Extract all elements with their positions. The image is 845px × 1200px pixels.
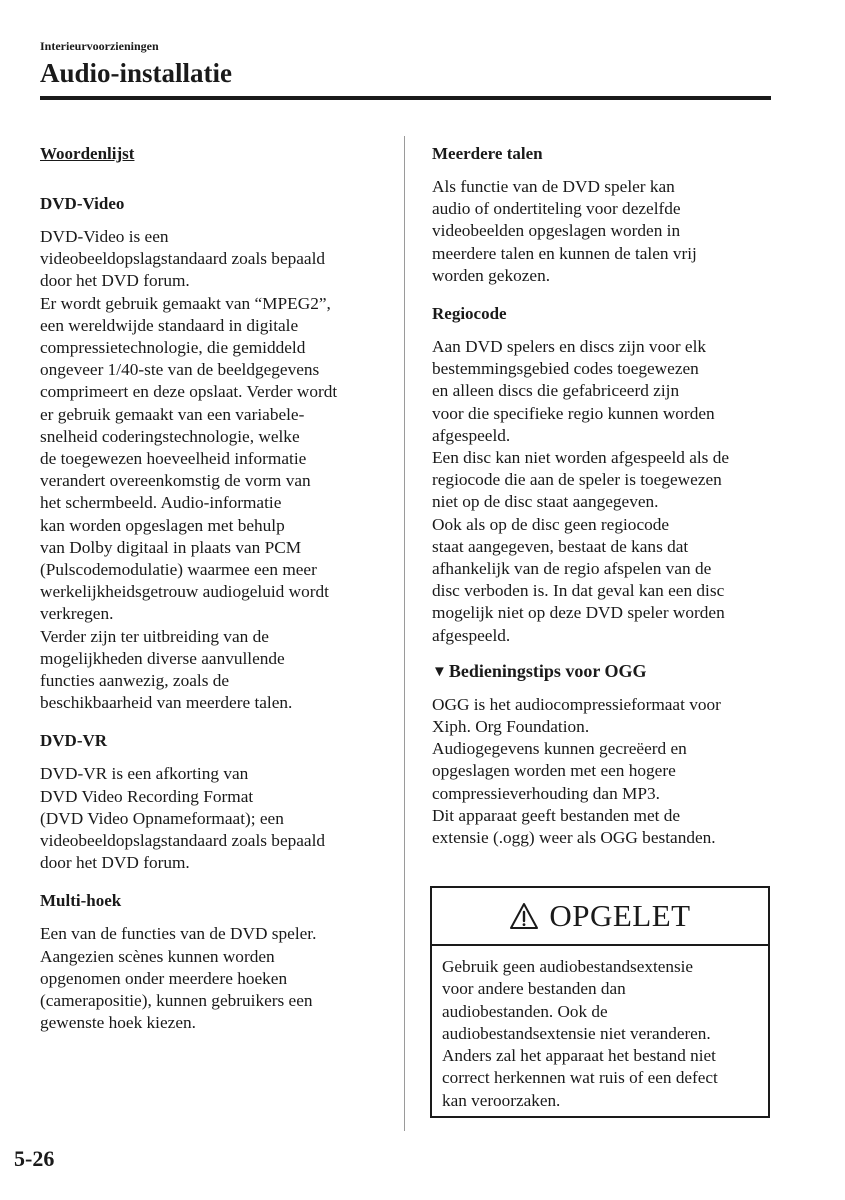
text-line: snelheid coderingstechnologie, welke — [40, 426, 300, 446]
text-line: voor die specifieke regio kunnen worden — [432, 403, 715, 423]
text-line: extensie (.ogg) weer als OGG bestanden. — [432, 828, 716, 848]
text-line: Een van de functies van de DVD speler. — [40, 924, 317, 944]
page-number: 5-26 — [14, 1146, 55, 1171]
heading-regiocode: Regiocode — [432, 304, 507, 324]
text-line: videobeeldopslagstandaard zoals bepaald — [40, 249, 326, 269]
text-line: Audiogegevens kunnen gecreëerd en — [432, 739, 687, 759]
text-line: correct herkennen wat ruis of een defect — [442, 1068, 718, 1088]
text-line: een wereldwijde standaard in digitale — [40, 315, 299, 335]
section-label: Interieurvoorzieningen — [40, 39, 159, 53]
text-line: videobeelden opgeslagen worden in — [432, 221, 681, 241]
text-line: kan veroorzaken. — [442, 1090, 561, 1110]
column-divider — [404, 136, 405, 1131]
text-dvd-vr — [40, 763, 385, 874]
caution-header — [432, 888, 768, 946]
text-line: afhankelijk van de regio afspelen van de — [432, 559, 712, 579]
text-line: verandert overeenkomstig de vorm van — [40, 471, 311, 491]
text-line: en alleen discs die gefabriceerd zijn — [432, 381, 680, 401]
heading-multi-hoek: Multi-hoek — [40, 891, 122, 911]
text-meerdere-talen — [432, 176, 772, 287]
text-line: videobeeldopslagstandaard zoals bepaald — [40, 831, 326, 851]
text-line: beschikbaarheid van meerdere talen. — [40, 693, 293, 713]
heading-dvd-vr: DVD-VR — [40, 731, 108, 751]
text-line: door het DVD forum. — [40, 853, 190, 873]
title-rule — [40, 96, 771, 100]
text-line: verkregen. — [40, 604, 114, 624]
triangle-down-icon: ▼ — [432, 663, 447, 680]
text-line: Verder zijn ter uitbreiding van de — [40, 626, 269, 646]
text-line: regiocode die aan de speler is toegewezen — [432, 470, 722, 490]
text-line: afgespeeld. — [432, 625, 511, 645]
text-line: audio of ondertiteling voor dezelfde — [432, 199, 681, 219]
glossary-title: Woordenlijst — [40, 144, 135, 163]
text-line: mogelijk niet op deze DVD speler worden — [432, 603, 725, 623]
text-line: Xiph. Org Foundation. — [432, 717, 590, 737]
text-line: opgenomen onder meerdere hoeken — [40, 968, 288, 988]
heading-ogg — [432, 659, 772, 685]
text-line: Aangezien scènes kunnen worden — [40, 946, 275, 966]
text-line: Aan DVD spelers en discs zijn voor elk — [432, 337, 707, 357]
text-line: Dit apparaat geeft bestanden met de — [432, 805, 681, 825]
text-line: (Pulscodemodulatie) waarmee een meer — [40, 560, 317, 580]
text-line: staat aangegeven, bestaat de kans dat — [432, 536, 689, 556]
text-line: het schermbeeld. Audio-informatie — [40, 493, 282, 513]
page-title: Audio-installatie — [40, 58, 233, 88]
text-line: functies aanwezig, zoals de — [40, 671, 230, 691]
text-line: Ook als op de disc geen regiocode — [432, 514, 670, 534]
text-regiocode — [432, 336, 772, 647]
heading-ogg-label: Bedieningstips voor OGG — [448, 660, 647, 681]
text-line: (camerapositie), kunnen gebruikers een — [40, 991, 313, 1011]
text-line: afgespeeld. — [432, 425, 511, 445]
caution-text — [442, 956, 762, 1112]
right-column — [432, 140, 772, 849]
text-line: niet op de disc staat aangegeven. — [432, 492, 659, 512]
caution-title: OPGELET — [549, 898, 691, 933]
text-line: DVD Video Recording Format — [40, 786, 254, 806]
text-line: compressietechnologie, die gemiddeld — [40, 338, 306, 358]
text-ogg — [432, 694, 772, 849]
text-line: bestemmingsgebied codes toegewezen — [432, 359, 699, 379]
text-line: Als functie van de DVD speler kan — [432, 177, 675, 196]
left-column — [40, 140, 385, 1035]
text-line: opgeslagen worden met een hogere — [432, 761, 676, 781]
text-line: disc verboden is. In dat geval kan een disc — [432, 581, 725, 601]
heading-meerdere-talen: Meerdere talen — [432, 144, 543, 163]
text-line: worden gekozen. — [432, 265, 551, 285]
text-line: gewenste hoek kiezen. — [40, 1013, 196, 1033]
text-line: mogelijkheden diverse aanvullende — [40, 648, 285, 668]
text-line: van Dolby digitaal in plaats van PCM — [40, 537, 302, 557]
text-line: meerdere talen en kunnen de talen vrij — [432, 243, 697, 263]
text-line: door het DVD forum. — [40, 271, 190, 291]
text-line: Er wordt gebruik gemaakt van “MPEG2”, — [40, 293, 331, 313]
text-line: (DVD Video Opnameformaat); een — [40, 808, 284, 828]
text-line: DVD-VR is een afkorting van — [40, 764, 249, 784]
heading-dvd-video: DVD-Video — [40, 194, 125, 213]
text-line: DVD-Video is een — [40, 227, 169, 246]
text-line: de toegewezen hoeveelheid informatie — [40, 449, 307, 469]
text-line: Een disc kan niet worden afgespeeld als de — [432, 448, 730, 468]
text-multi-hoek — [40, 923, 385, 1034]
text-line: comprimeert en deze opslaat. Verder wordt — [40, 382, 338, 402]
caution-box — [430, 886, 770, 1118]
text-line: er gebruik gemaakt van een variabele- — [40, 404, 305, 424]
text-line: werkelijkheidsgetrouw audiogeluid wordt — [40, 582, 329, 602]
text-line: ongeveer 1/40-ste van de beeldgegevens — [40, 360, 320, 380]
text-line: audiobestanden. Ook de — [442, 1001, 608, 1021]
page-header — [40, 38, 771, 90]
text-line: voor andere bestanden dan — [442, 979, 626, 999]
text-line: compressieverhouding dan MP3. — [432, 783, 660, 803]
text-line: kan worden opgeslagen met behulp — [40, 515, 285, 535]
text-line: Anders zal het apparaat het bestand niet — [442, 1046, 716, 1066]
warning-triangle-icon — [509, 902, 539, 930]
text-dvd-video — [40, 226, 385, 714]
text-line: audiobestandsextensie niet veranderen. — [442, 1023, 711, 1043]
text-line: Gebruik geen audiobestandsextensie — [442, 957, 694, 976]
text-line: OGG is het audiocompressieformaat voor — [432, 694, 721, 714]
